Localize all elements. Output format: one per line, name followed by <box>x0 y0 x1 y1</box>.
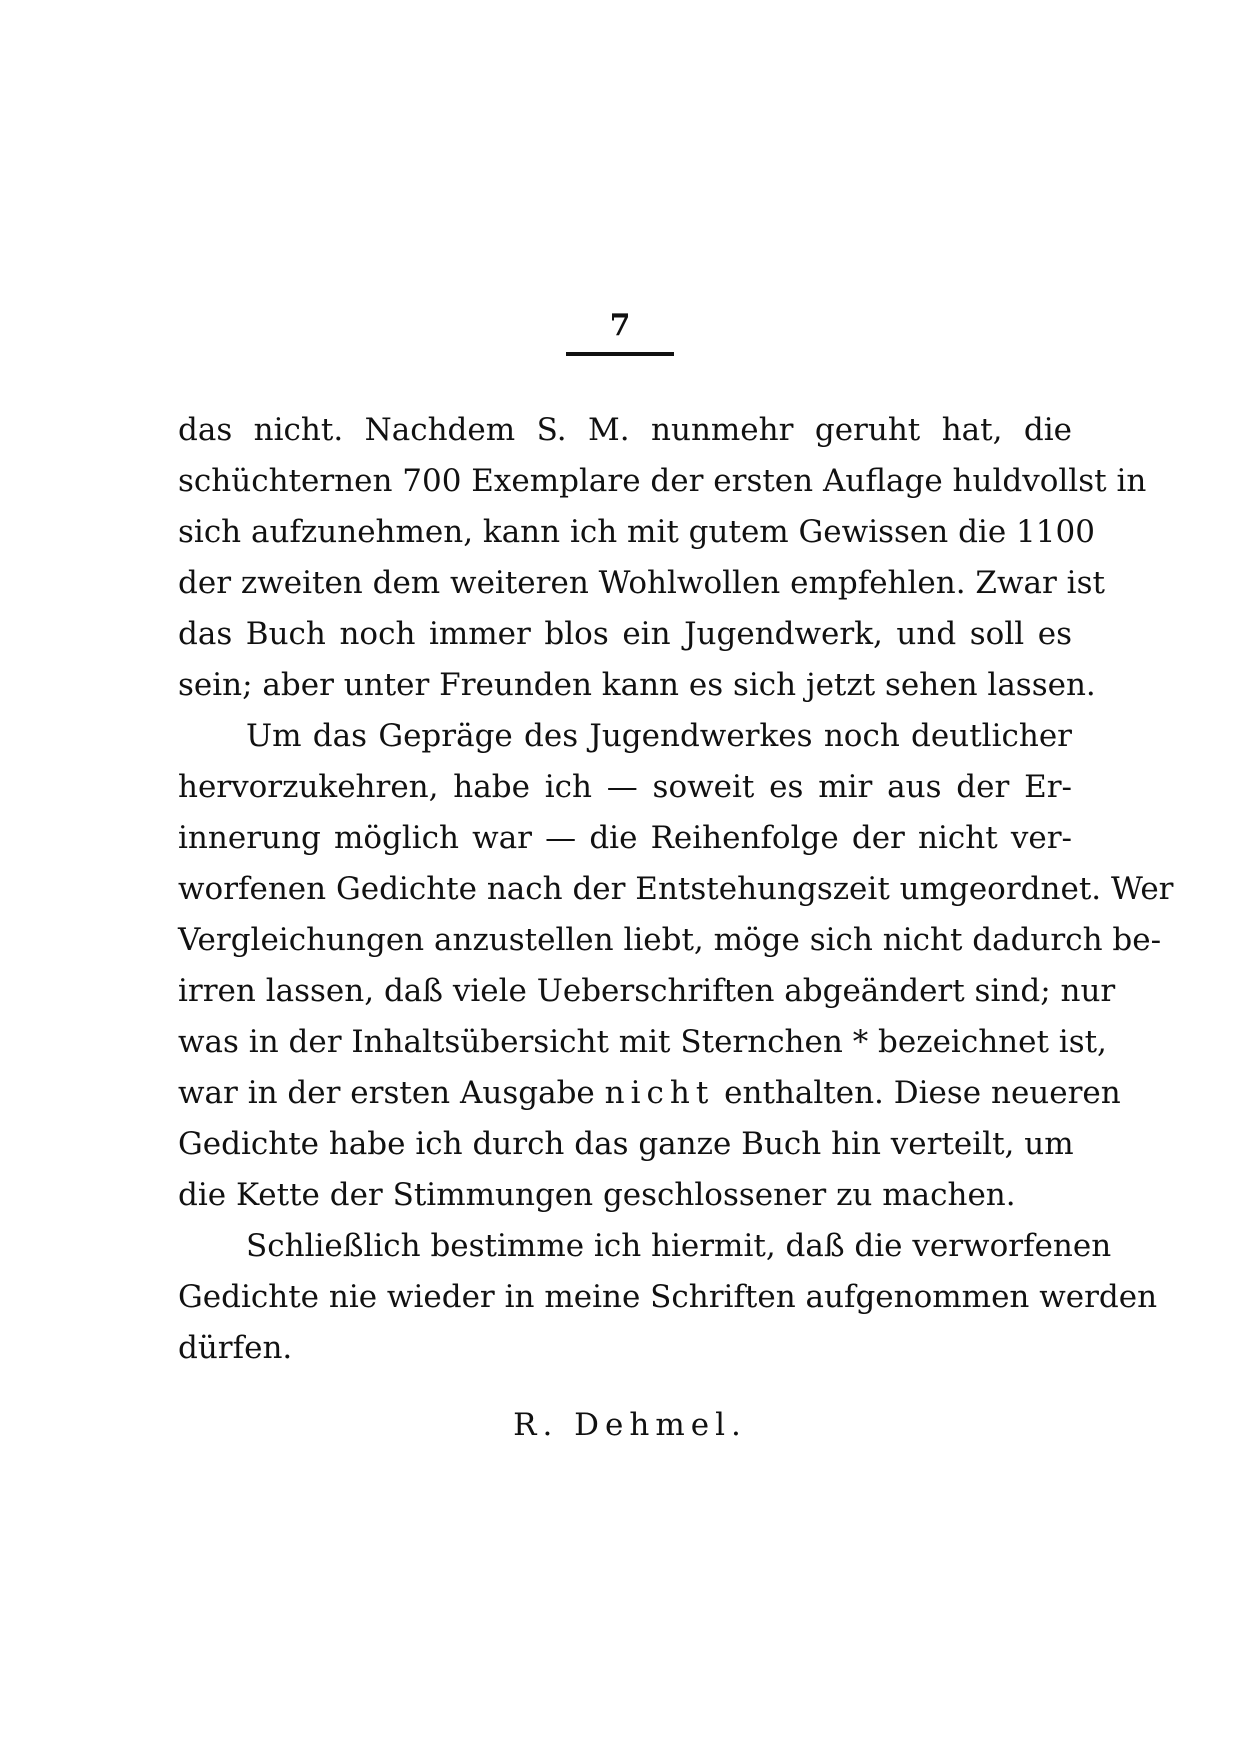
text-line: die Kette der Stimmungen geschlossener zu machen. <box>178 1177 1016 1213</box>
text-line: Schließlich bestimme ich hiermit, daß die verworfenen <box>246 1228 1112 1264</box>
text-line-emphasis <box>178 1068 1121 1119</box>
text-line: Gedichte habe ich durch das ganze Buch hin verteilt, um <box>178 1126 1074 1162</box>
text-line: irren lassen, daß viele Ueberschriften abgeändert sind; nur <box>178 973 1116 1009</box>
emphasized-word: nicht <box>604 1075 715 1111</box>
text-line: was in der Inhaltsübersicht mit Sternchen * bezeichnet ist, <box>178 1024 1107 1060</box>
text-segment: enthalten. Diese neueren <box>714 1075 1121 1111</box>
signature: R. Dehmel. <box>513 1407 747 1443</box>
text-line: dürfen. <box>178 1330 293 1366</box>
text-line: innerung möglich war — die Reihenfolge der nicht ver- <box>178 820 1072 856</box>
text-line: der zweiten dem weiteren Wohlwollen empfehlen. Zwar ist <box>178 565 1105 601</box>
text-line: Um das Gepräge des Jugendwerkes noch deutlicher <box>246 718 1072 754</box>
text-segment: war in der ersten Ausgabe <box>178 1075 605 1111</box>
text-line: sich aufzunehmen, kann ich mit gutem Gewissen die 1100 <box>178 514 1095 550</box>
text-line: sein; aber unter Freunden kann es sich jetzt sehen lassen. <box>178 667 1096 703</box>
body-text <box>178 405 1174 1374</box>
text-line: worfenen Gedichte nach der Entstehungszeit umgeordnet. Wer <box>178 871 1174 907</box>
text-line: schüchternen 700 Exemplare der ersten Auflage huldvollst in <box>178 463 1147 499</box>
text-line: das nicht. Nachdem S. M. nunmehr geruht hat, die <box>178 412 1072 448</box>
text-line: hervorzukehren, habe ich — soweit es mir aus der Er- <box>178 769 1072 805</box>
text-line: Vergleichungen anzustellen liebt, möge sich nicht dadurch be- <box>178 922 1162 958</box>
page-number: 7 <box>609 308 631 343</box>
text-line: Gedichte nie wieder in meine Schriften aufgenommen werden <box>178 1279 1158 1315</box>
page-number-rule <box>566 352 674 356</box>
text-line: das Buch noch immer blos ein Jugendwerk, und soll es <box>178 616 1072 652</box>
